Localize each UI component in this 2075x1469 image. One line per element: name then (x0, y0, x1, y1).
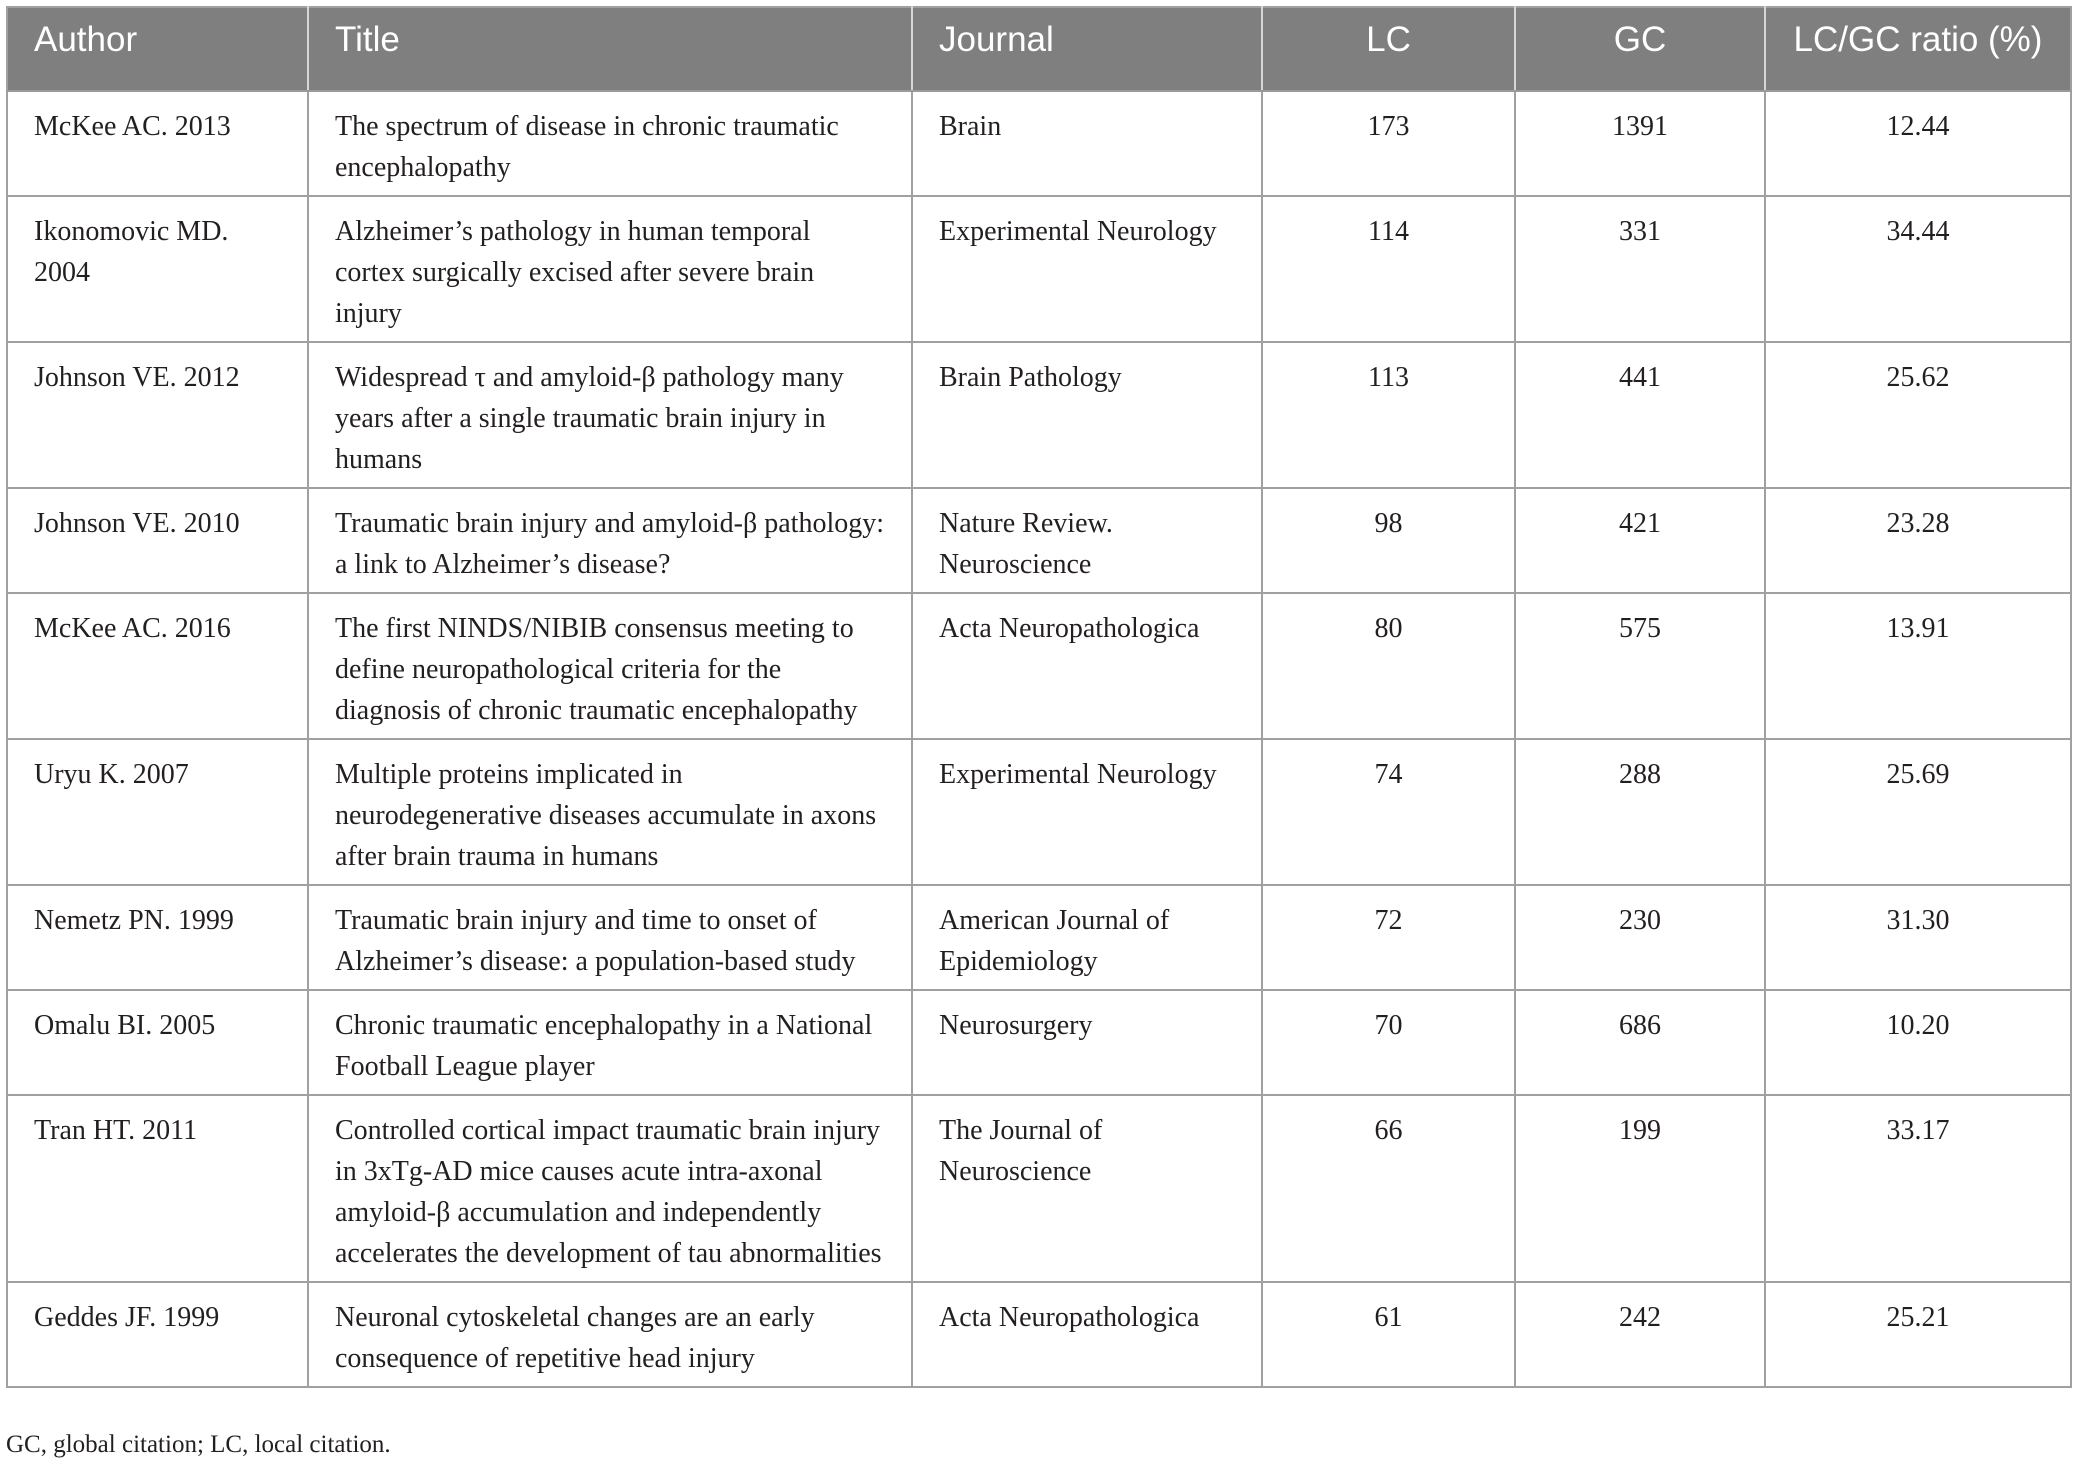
cell-gc: 421 (1515, 488, 1765, 593)
table-row (7, 91, 2071, 196)
cell-author: McKee AC. 2013 (7, 91, 308, 196)
cell-gc: 686 (1515, 990, 1765, 1095)
cell-ratio: 12.44 (1765, 91, 2071, 196)
cell-journal: Brain (912, 91, 1262, 196)
cell-ratio: 33.17 (1765, 1095, 2071, 1282)
cell-lc: 173 (1262, 91, 1515, 196)
cell-lc: 74 (1262, 739, 1515, 885)
cell-lc: 72 (1262, 885, 1515, 990)
cell-title: The spectrum of disease in chronic traumatic encephalopathy (308, 91, 912, 196)
cell-gc: 230 (1515, 885, 1765, 990)
citation-table-container (6, 6, 2070, 1388)
cell-author: Ikonomovic MD. 2004 (7, 196, 308, 342)
cell-journal: Nature Review. Neuroscience (912, 488, 1262, 593)
cell-lc: 61 (1262, 1282, 1515, 1387)
table-row (7, 342, 2071, 488)
table-row (7, 593, 2071, 739)
cell-gc: 575 (1515, 593, 1765, 739)
header-ratio: LC/GC ratio (%) (1765, 7, 2071, 91)
cell-lc: 80 (1262, 593, 1515, 739)
table-header (7, 7, 2071, 91)
cell-lc: 98 (1262, 488, 1515, 593)
cell-gc: 331 (1515, 196, 1765, 342)
cell-author: Tran HT. 2011 (7, 1095, 308, 1282)
cell-lc: 66 (1262, 1095, 1515, 1282)
cell-author: Johnson VE. 2010 (7, 488, 308, 593)
cell-ratio: 23.28 (1765, 488, 2071, 593)
cell-author: Uryu K. 2007 (7, 739, 308, 885)
header-gc: GC (1515, 7, 1765, 91)
table-footnote: GC, global citation; LC, local citation. (6, 1431, 391, 1458)
cell-title: The first NINDS/NIBIB consensus meeting to define neuropathological criteria for the diagnosis of chronic traumatic encephalopathy (308, 593, 912, 739)
header-journal: Journal (912, 7, 1262, 91)
cell-title: Traumatic brain injury and time to onset of Alzheimer’s disease: a population-based study (308, 885, 912, 990)
cell-lc: 113 (1262, 342, 1515, 488)
header-row (7, 7, 2071, 91)
header-author: Author (7, 7, 308, 91)
cell-ratio: 25.69 (1765, 739, 2071, 885)
cell-ratio: 34.44 (1765, 196, 2071, 342)
cell-title: Widespread τ and amyloid-β pathology many years after a single traumatic brain injury in humans (308, 342, 912, 488)
cell-title: Controlled cortical impact traumatic brain injury in 3xTg-AD mice causes acute intra-axonal amyloid-β accumulation and independently accelerates the development of tau abnormalities (308, 1095, 912, 1282)
header-title: Title (308, 7, 912, 91)
cell-journal: Brain Pathology (912, 342, 1262, 488)
cell-author: Geddes JF. 1999 (7, 1282, 308, 1387)
table-row (7, 196, 2071, 342)
table-row (7, 488, 2071, 593)
citation-table (6, 6, 2072, 1388)
cell-ratio: 25.62 (1765, 342, 2071, 488)
cell-lc: 114 (1262, 196, 1515, 342)
table-row (7, 1282, 2071, 1387)
table-row (7, 1095, 2071, 1282)
cell-author: McKee AC. 2016 (7, 593, 308, 739)
cell-ratio: 25.21 (1765, 1282, 2071, 1387)
cell-journal: Neurosurgery (912, 990, 1262, 1095)
table-row (7, 885, 2071, 990)
table-row (7, 990, 2071, 1095)
cell-gc: 441 (1515, 342, 1765, 488)
cell-gc: 1391 (1515, 91, 1765, 196)
cell-title: Alzheimer’s pathology in human temporal cortex surgically excised after severe brain injury (308, 196, 912, 342)
cell-title: Multiple proteins implicated in neurodegenerative diseases accumulate in axons after brain trauma in humans (308, 739, 912, 885)
cell-journal: Acta Neuropathologica (912, 1282, 1262, 1387)
table-row (7, 739, 2071, 885)
cell-gc: 242 (1515, 1282, 1765, 1387)
cell-lc: 70 (1262, 990, 1515, 1095)
cell-journal: Experimental Neurology (912, 196, 1262, 342)
cell-author: Johnson VE. 2012 (7, 342, 308, 488)
cell-ratio: 13.91 (1765, 593, 2071, 739)
cell-journal: The Journal of Neuroscience (912, 1095, 1262, 1282)
cell-journal: Acta Neuropathologica (912, 593, 1262, 739)
cell-author: Nemetz PN. 1999 (7, 885, 308, 990)
cell-journal: American Journal of Epidemiology (912, 885, 1262, 990)
cell-ratio: 10.20 (1765, 990, 2071, 1095)
cell-ratio: 31.30 (1765, 885, 2071, 990)
cell-gc: 288 (1515, 739, 1765, 885)
cell-journal: Experimental Neurology (912, 739, 1262, 885)
cell-gc: 199 (1515, 1095, 1765, 1282)
cell-title: Neuronal cytoskeletal changes are an early consequence of repetitive head injury (308, 1282, 912, 1387)
cell-title: Chronic traumatic encephalopathy in a National Football League player (308, 990, 912, 1095)
table-body (7, 91, 2071, 1387)
cell-author: Omalu BI. 2005 (7, 990, 308, 1095)
cell-title: Traumatic brain injury and amyloid-β pathology: a link to Alzheimer’s disease? (308, 488, 912, 593)
header-lc: LC (1262, 7, 1515, 91)
